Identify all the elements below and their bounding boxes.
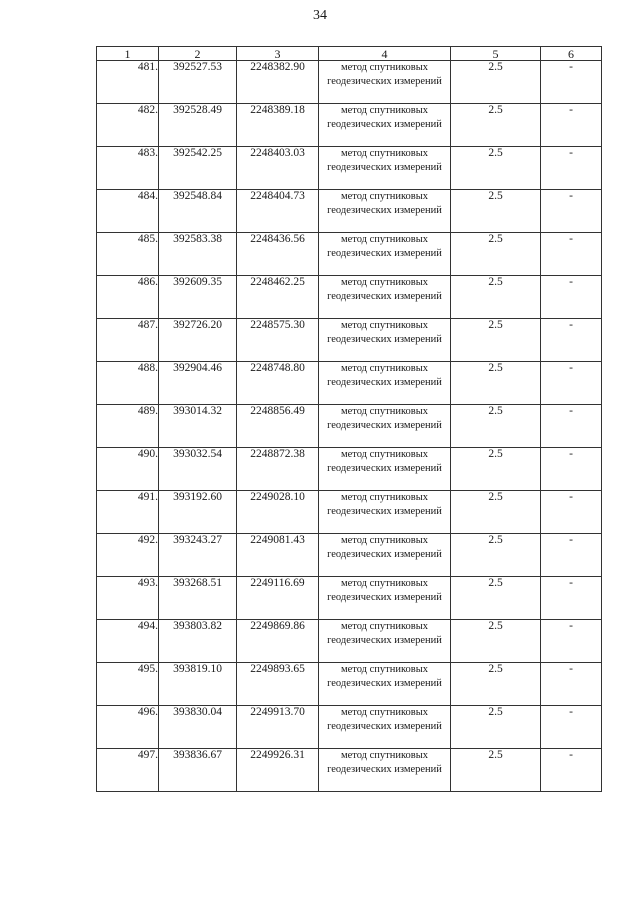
y-coordinate-cell: 2249893.65 [237,663,319,706]
table-row [97,663,602,706]
x-coordinate-cell: 393014.32 [159,405,237,448]
x-coordinate-cell: 392548.84 [159,190,237,233]
method-cell: метод спутниковых геодезических измерений [319,491,451,534]
method-cell: метод спутниковых геодезических измерений [319,620,451,663]
point-number-cell: 483. [97,147,159,190]
y-coordinate-cell: 2248748.80 [237,362,319,405]
accuracy-cell: 2.5 [451,749,541,792]
y-coordinate-cell: 2248389.18 [237,104,319,147]
x-coordinate-cell: 393803.82 [159,620,237,663]
accuracy-cell: 2.5 [451,620,541,663]
x-coordinate-cell: 392726.20 [159,319,237,362]
table-row [97,749,602,792]
page-number: 34 [313,8,327,23]
table-row [97,61,602,104]
table-body [97,61,602,792]
header-col-3: 3 [237,47,319,61]
accuracy-cell: 2.5 [451,534,541,577]
table-row [97,620,602,663]
method-cell: метод спутниковых геодезических измерений [319,147,451,190]
table-row [97,534,602,577]
y-coordinate-cell: 2248436.56 [237,233,319,276]
point-number-cell: 488. [97,362,159,405]
x-coordinate-cell: 393268.51 [159,577,237,620]
method-cell: метод спутниковых геодезических измерений [319,405,451,448]
header-col-4: 4 [319,47,451,61]
y-coordinate-cell: 2249116.69 [237,577,319,620]
header-row [97,47,602,61]
method-cell: метод спутниковых геодезических измерений [319,233,451,276]
y-coordinate-cell: 2249869.86 [237,620,319,663]
accuracy-cell: 2.5 [451,276,541,319]
header-col-1: 1 [97,47,159,61]
y-coordinate-cell: 2248856.49 [237,405,319,448]
x-coordinate-cell: 393819.10 [159,663,237,706]
method-cell: метод спутниковых геодезических измерений [319,276,451,319]
note-cell: - [541,147,602,190]
method-cell: метод спутниковых геодезических измерений [319,663,451,706]
y-coordinate-cell: 2248404.73 [237,190,319,233]
x-coordinate-cell: 392527.53 [159,61,237,104]
method-cell: метод спутниковых геодезических измерений [319,448,451,491]
method-cell: метод спутниковых геодезических измерений [319,61,451,104]
accuracy-cell: 2.5 [451,362,541,405]
y-coordinate-cell: 2249926.31 [237,749,319,792]
accuracy-cell: 2.5 [451,448,541,491]
point-number-cell: 486. [97,276,159,319]
accuracy-cell: 2.5 [451,706,541,749]
method-cell: метод спутниковых геодезических измерений [319,749,451,792]
note-cell: - [541,362,602,405]
header-col-5: 5 [451,47,541,61]
accuracy-cell: 2.5 [451,319,541,362]
note-cell: - [541,233,602,276]
note-cell: - [541,663,602,706]
point-number-cell: 484. [97,190,159,233]
point-number-cell: 481. [97,61,159,104]
table-header [97,47,602,61]
point-number-cell: 487. [97,319,159,362]
x-coordinate-cell: 393830.04 [159,706,237,749]
accuracy-cell: 2.5 [451,491,541,534]
note-cell: - [541,534,602,577]
method-cell: метод спутниковых геодезических измерений [319,706,451,749]
accuracy-cell: 2.5 [451,190,541,233]
point-number-cell: 492. [97,534,159,577]
x-coordinate-cell: 392609.35 [159,276,237,319]
point-number-cell: 491. [97,491,159,534]
accuracy-cell: 2.5 [451,233,541,276]
method-cell: метод спутниковых геодезических измерений [319,190,451,233]
y-coordinate-cell: 2248403.03 [237,147,319,190]
note-cell: - [541,620,602,663]
note-cell: - [541,749,602,792]
note-cell: - [541,104,602,147]
method-cell: метод спутниковых геодезических измерений [319,319,451,362]
note-cell: - [541,319,602,362]
note-cell: - [541,61,602,104]
table-row [97,577,602,620]
method-cell: метод спутниковых геодезических измерений [319,104,451,147]
x-coordinate-cell: 393836.67 [159,749,237,792]
method-cell: метод спутниковых геодезических измерений [319,362,451,405]
x-coordinate-cell: 393192.60 [159,491,237,534]
x-coordinate-cell: 392528.49 [159,104,237,147]
table-row [97,319,602,362]
method-cell: метод спутниковых геодезических измерений [319,534,451,577]
accuracy-cell: 2.5 [451,577,541,620]
point-number-cell: 482. [97,104,159,147]
accuracy-cell: 2.5 [451,104,541,147]
x-coordinate-cell: 392542.25 [159,147,237,190]
accuracy-cell: 2.5 [451,405,541,448]
point-number-cell: 495. [97,663,159,706]
note-cell: - [541,577,602,620]
header-col-6: 6 [541,47,602,61]
note-cell: - [541,405,602,448]
table-row [97,405,602,448]
table-row [97,190,602,233]
header-col-2: 2 [159,47,237,61]
point-number-cell: 494. [97,620,159,663]
y-coordinate-cell: 2249028.10 [237,491,319,534]
x-coordinate-cell: 392583.38 [159,233,237,276]
y-coordinate-cell: 2249081.43 [237,534,319,577]
note-cell: - [541,190,602,233]
y-coordinate-cell: 2249913.70 [237,706,319,749]
point-number-cell: 485. [97,233,159,276]
table-row [97,276,602,319]
table-row [97,104,602,147]
point-number-cell: 490. [97,448,159,491]
x-coordinate-cell: 393243.27 [159,534,237,577]
coordinates-table [96,46,602,792]
table-row [97,147,602,190]
accuracy-cell: 2.5 [451,663,541,706]
table-row [97,233,602,276]
table-row [97,362,602,405]
point-number-cell: 489. [97,405,159,448]
y-coordinate-cell: 2248575.30 [237,319,319,362]
point-number-cell: 497. [97,749,159,792]
table-row [97,491,602,534]
table-row [97,448,602,491]
note-cell: - [541,448,602,491]
accuracy-cell: 2.5 [451,61,541,104]
note-cell: - [541,276,602,319]
point-number-cell: 493. [97,577,159,620]
method-cell: метод спутниковых геодезических измерений [319,577,451,620]
note-cell: - [541,706,602,749]
note-cell: - [541,491,602,534]
point-number-cell: 496. [97,706,159,749]
x-coordinate-cell: 392904.46 [159,362,237,405]
y-coordinate-cell: 2248872.38 [237,448,319,491]
table-row [97,706,602,749]
y-coordinate-cell: 2248382.90 [237,61,319,104]
x-coordinate-cell: 393032.54 [159,448,237,491]
y-coordinate-cell: 2248462.25 [237,276,319,319]
accuracy-cell: 2.5 [451,147,541,190]
